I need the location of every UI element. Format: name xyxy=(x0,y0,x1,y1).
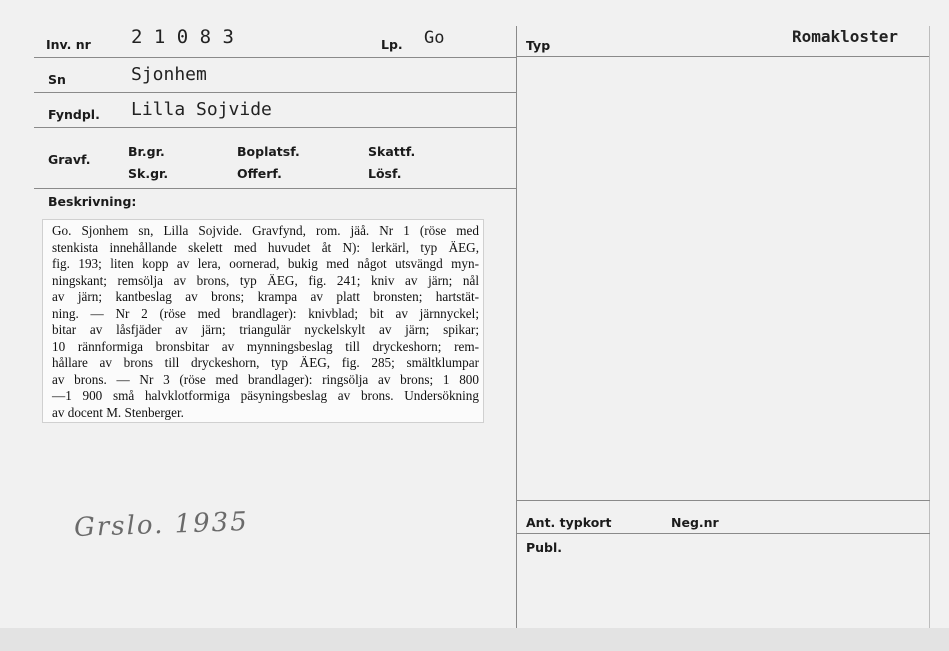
description-clipping xyxy=(42,219,484,423)
divider-neg xyxy=(517,533,930,534)
boplatsf-label: Boplatsf. xyxy=(237,144,300,159)
description-line: ningskant; remsölja av brons, typ ÄEG, fig. 241; kniv av järn; nål xyxy=(52,272,479,288)
description-line: fig. 193; liten kopp av lera, oornerad, bukig med något utsvängd myn- xyxy=(52,256,479,271)
description-line: 10 rännformiga bronsbitar av mynningsbeslag till dryckeshorn; rem- xyxy=(52,338,479,354)
divider-fyndpl xyxy=(34,127,516,128)
divider-ant xyxy=(517,500,930,501)
typ-label: Typ xyxy=(526,38,551,53)
description-line: av brons. — Nr 3 (röse med brandlager): ringsölja av brons; 1 800 xyxy=(52,371,479,387)
description-line: —1 900 små halvklotformiga päsyningsbeslag av brons. Undersökning xyxy=(52,388,479,403)
ant-typkort-label: Ant. typkort xyxy=(526,515,612,530)
brgr-label: Br.gr. xyxy=(128,144,165,159)
description-line: av docent M. Stenberger. xyxy=(52,404,184,420)
description-line: stenkista innehållande skelett med huvudet åt N): lerkärl, typ ÄEG, xyxy=(52,239,479,255)
lp-label: Lp. xyxy=(381,37,403,52)
typ-value: Romakloster xyxy=(792,27,898,46)
divider-inv xyxy=(34,57,516,58)
description-line: bitar av låsfjäder av järn; triangulär nyckelskylt av järn; spikar; xyxy=(52,322,479,337)
column-divider xyxy=(516,26,517,628)
fyndpl-label: Fyndpl. xyxy=(48,107,100,122)
description-line: Go. Sjonhem sn, Lilla Sojvide. Gravfynd, rom. jäå. Nr 1 (röse med xyxy=(52,223,479,238)
skattf-label: Skattf. xyxy=(368,144,416,159)
sn-value: Sjonhem xyxy=(131,64,207,85)
sn-label: Sn xyxy=(48,72,66,87)
neg-nr-label: Neg.nr xyxy=(671,515,719,530)
handwritten-signature: Grslo. 1935 xyxy=(73,506,250,544)
description-line: ning. — Nr 2 (röse med brandlager): knivblad; bit av järnnyckel; xyxy=(52,305,479,321)
publ-label: Publ. xyxy=(526,540,563,555)
skgr-label: Sk.gr. xyxy=(128,166,169,181)
description-line: av järn; kantbeslag av brons; krampa av platt bronsten; hartstät- xyxy=(52,289,479,304)
description-line: hållare av brons till dryckeshorn, typ ÄEG, fig. 285; smältklumpar xyxy=(52,355,479,370)
inv-nr-label: Inv. nr xyxy=(46,37,91,52)
fyndpl-value: Lilla Sojvide xyxy=(131,99,272,120)
right-edge-line xyxy=(929,26,930,628)
losf-label: Lösf. xyxy=(368,166,402,181)
offerf-label: Offerf. xyxy=(237,166,282,181)
divider-gravf xyxy=(34,188,516,189)
divider-typ xyxy=(517,56,930,57)
card-bottom-edge xyxy=(0,628,949,651)
gravf-label: Gravf. xyxy=(48,152,91,167)
lp-value: Go xyxy=(424,28,445,48)
beskrivning-label: Beskrivning: xyxy=(48,194,137,209)
inv-nr-value: 2 1 0 8 3 xyxy=(131,26,234,48)
divider-sn xyxy=(34,92,516,93)
